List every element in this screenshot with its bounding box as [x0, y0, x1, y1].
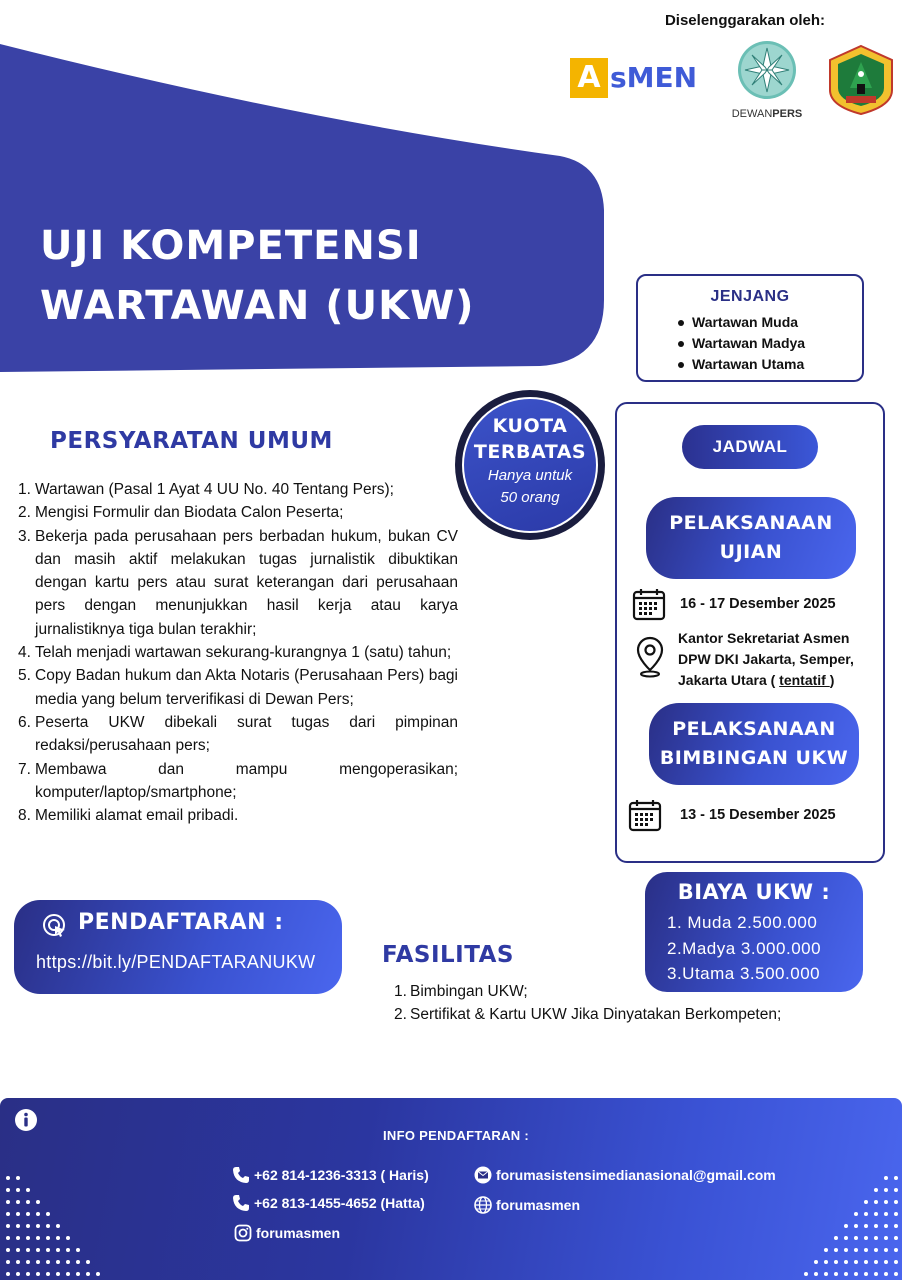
- email-icon: [474, 1166, 492, 1184]
- persyaratan-item: [18, 478, 458, 501]
- persyaratan-item: [18, 758, 458, 805]
- kuota-subtitle-line2: 50 orang: [500, 489, 560, 506]
- persyaratan-item: [18, 711, 458, 758]
- kuota-subtitle-line1: Hanya untuk: [487, 467, 573, 484]
- jenjang-item: Wartawan Utama: [692, 354, 862, 375]
- jenjang-box: [636, 274, 864, 382]
- dewan-pers-caption-prefix: DEWAN: [731, 108, 773, 120]
- item-text: Memiliki alamat email pribadi.: [35, 807, 239, 825]
- item-text: Sertifikat & Kartu UKW Jika Dinyatakan Berkompeten;: [410, 1006, 782, 1023]
- fasilitas-list: [394, 980, 894, 1026]
- biaya-list: [667, 910, 863, 987]
- item-text: Bekerja pada perusahaan pers berbadan hukum, bukan CV dan masih aktif melakukan tugas jurnalistik dibuktikan dengan kartu pers atau surat keterangan dari perusahaan pers dengan menunjukkan hasil kerja atau karya jurnalistiknya tiga bulan terakhir;: [35, 527, 458, 638]
- jenjang-list: [692, 312, 862, 375]
- instagram-handle: forumasmen: [256, 1225, 341, 1241]
- phone-icon: [232, 1194, 250, 1212]
- persyaratan-item: [18, 501, 458, 524]
- location-tentatif: tentatif: [779, 672, 830, 688]
- hero-title: [40, 216, 600, 336]
- biaya-item: 3.Utama 3.500.000: [667, 964, 821, 983]
- fasilitas-title: FASILITAS: [382, 942, 514, 968]
- jenjang-item: Wartawan Muda: [692, 312, 862, 333]
- website-name: forumasmen: [496, 1197, 581, 1213]
- item-number: 2.: [394, 1006, 407, 1023]
- dewan-pers-caption: [724, 108, 810, 120]
- item-text: Bimbingan UKW;: [410, 983, 528, 1000]
- ujian-date: 16 - 17 Desember 2025: [680, 596, 836, 612]
- pelaksanaan-ujian-pill: [646, 497, 856, 579]
- persyaratan-title: PERSYARATAN UMUM: [50, 428, 333, 454]
- ujian-location: [678, 628, 888, 691]
- kuota-title-line1: KUOTA: [492, 415, 568, 437]
- item-text: Membawa dan mampu mengoperasikan; komputer/laptop/smartphone;: [35, 760, 458, 801]
- decorative-dots-left: [4, 1168, 114, 1280]
- fasilitas-item: [394, 980, 894, 1003]
- biaya-box: [645, 872, 863, 992]
- jenjang-title: JENJANG: [710, 288, 790, 305]
- item-number: 4.: [18, 644, 31, 662]
- calendar-icon: [632, 587, 666, 621]
- phone-icon: [232, 1166, 250, 1184]
- item-text: Peserta UKW dibekali surat tugas dari pimpinan redaksi/perusahaan pers;: [35, 713, 458, 755]
- decorative-dots-right: [796, 1168, 902, 1280]
- location-line2: DPW DKI Jakarta, Semper,: [678, 651, 854, 667]
- kuota-badge: [455, 390, 605, 540]
- jadwal-title: JADWAL: [682, 425, 818, 469]
- biaya-item: 1. Muda 2.500.000: [667, 913, 818, 932]
- persyaratan-item: [18, 804, 458, 827]
- website-contact[interactable]: [474, 1196, 580, 1214]
- item-number: 5.: [18, 667, 31, 685]
- persyaratan-list: [18, 478, 458, 827]
- location-line3-prefix: Jakarta Utara (: [678, 672, 780, 688]
- university-logo: [826, 44, 896, 116]
- email-contact[interactable]: [474, 1166, 776, 1184]
- dewan-pers-caption-bold: PERS: [772, 108, 803, 120]
- phone-number: +62 814-1236-3313 ( Haris): [254, 1167, 429, 1183]
- asmen-logo-letter: A: [570, 58, 608, 98]
- bimbingan-title-line2: BIMBINGAN UKW: [659, 747, 849, 769]
- item-number: 1.: [394, 983, 407, 1000]
- bimbingan-date: 13 - 15 Desember 2025: [680, 807, 836, 823]
- item-number: 8.: [18, 807, 31, 825]
- email-address: forumasistensimedianasional@gmail.com: [496, 1167, 776, 1183]
- item-number: 7.: [18, 760, 31, 778]
- location-line3-suffix: ): [829, 672, 835, 688]
- location-line3: [678, 670, 888, 691]
- biaya-title: BIAYA UKW :: [677, 880, 831, 904]
- kuota-badge-inner: [462, 397, 598, 533]
- footer-info: [0, 1098, 902, 1280]
- dewan-pers-logo: [724, 40, 810, 120]
- item-number: 3.: [18, 527, 31, 545]
- phone-number: +62 813-1455-4652 (Hatta): [254, 1195, 425, 1211]
- dewan-pers-emblem-icon: [724, 40, 810, 104]
- pelaksanaan-bimbingan-pill: [649, 703, 859, 785]
- location-pin-icon: [636, 636, 664, 678]
- persyaratan-item: [18, 641, 458, 664]
- persyaratan-item: [18, 525, 458, 641]
- item-text: Mengisi Formulir dan Biodata Calon Peserta;: [35, 504, 344, 522]
- footer-title: INFO PENDAFTARAN :: [383, 1128, 529, 1143]
- item-number: 1.: [18, 481, 31, 498]
- phone-contact-hatta[interactable]: [232, 1194, 425, 1212]
- pendaftaran-link[interactable]: https://bit.ly/PENDAFTARANUKW: [36, 952, 316, 972]
- hero-title-line2: WARTAWAN (UKW): [40, 283, 475, 329]
- fasilitas-item: [394, 1003, 894, 1026]
- asmen-logo-text: sMEN: [610, 61, 698, 94]
- pendaftaran-title: PENDAFTARAN :: [78, 910, 284, 935]
- bimbingan-title-line1: PELAKSANAAN: [672, 718, 836, 740]
- item-number: 6.: [18, 713, 31, 731]
- item-text: Telah menjadi wartawan sekurang-kurangnya 1 (satu) tahun;: [35, 644, 452, 662]
- ujian-title-line1: PELAKSANAAN: [669, 512, 833, 534]
- item-text: Wartawan (Pasal 1 Ayat 4 UU No. 40 Tentang Pers);: [35, 481, 394, 498]
- calendar-icon: [628, 798, 662, 832]
- organizers-label: Diselenggarakan oleh:: [664, 12, 826, 29]
- instagram-contact[interactable]: [234, 1224, 340, 1242]
- item-number: 2.: [18, 504, 31, 522]
- instagram-icon: [234, 1224, 252, 1242]
- click-pointer-icon: [42, 913, 68, 939]
- item-text: Copy Badan hukum dan Akta Notaris (Perusahaan Pers) bagi media yang belum terverifikasi di Dewan Pers;: [35, 667, 458, 708]
- location-line1: Kantor Sekretariat Asmen: [678, 630, 850, 646]
- ujian-title-line2: UJIAN: [719, 541, 783, 563]
- university-seal-icon: [826, 44, 896, 116]
- pendaftaran-box[interactable]: [14, 900, 342, 994]
- jenjang-item: Wartawan Madya: [692, 333, 862, 354]
- kuota-title-line2: TERBATAS: [473, 441, 587, 463]
- biaya-item: 2.Madya 3.000.000: [667, 938, 822, 958]
- phone-contact-haris[interactable]: [232, 1166, 429, 1184]
- globe-icon: [474, 1196, 492, 1214]
- kuota-subtitle: [464, 465, 596, 509]
- persyaratan-item: [18, 664, 458, 711]
- kuota-title: [464, 413, 596, 465]
- hero-title-line1: UJI KOMPETENSI: [40, 223, 422, 269]
